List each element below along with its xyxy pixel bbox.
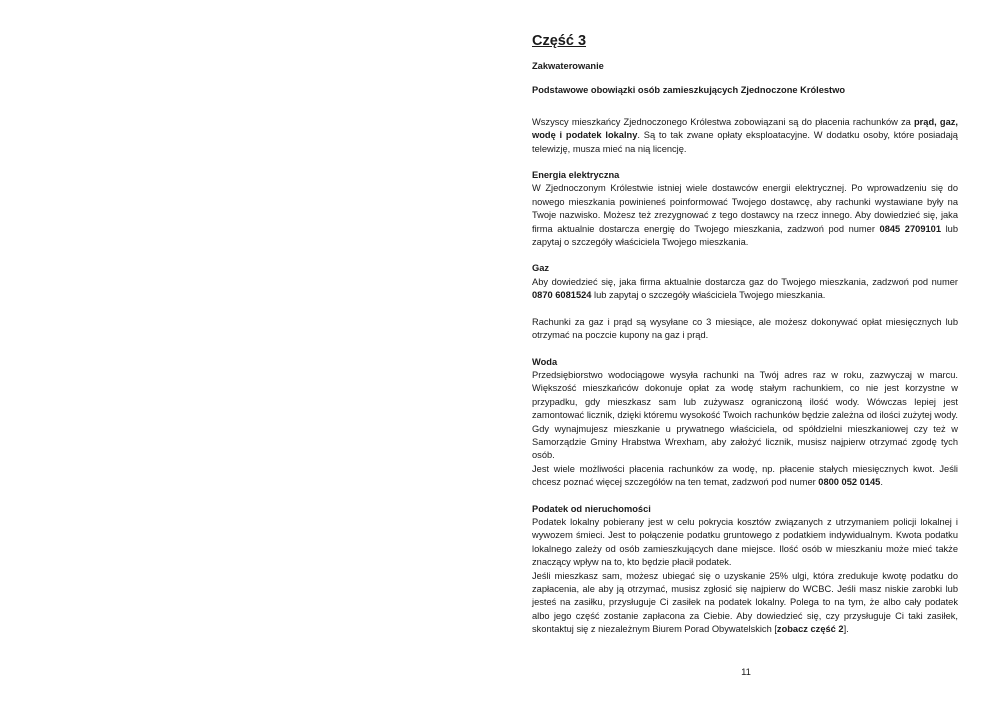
billing-paragraph: Rachunki za gaz i prąd są wysyłane co 3 miesiące, ale możesz dokonywać opłat miesięcznych lub otrzymać na poczcie kupony na gaz i prąd. [532,316,958,341]
council-tax-section [532,503,958,637]
utilities-bold: prąd, gaz, wodę i podatek lokalny [532,116,958,141]
gas-section [532,262,958,302]
billing-section [532,316,958,343]
gas-phone: 0870 6081524 [532,290,592,301]
water-heading: Woda [532,356,558,367]
cross-reference: zobacz część 2 [776,624,844,635]
gas-paragraph: Aby dowiedzieć się, jaka firma aktualnie dostarcza gaz do Twojego mieszkania, zadzwoń pod numer 0870 6081524 lub zapytaj o szczegóły właściciela Twojego mieszkania. [532,276,958,301]
council-tax-paragraph-1: Podatek lokalny pobierany jest w celu pokrycia kosztów związanych z utrzymaniem policji lokalnej i wywozem śmieci. Jest to połączenie podatku gruntowego z podatkiem indywidualnym. Kwota podatku lokalnego zależy od osób zamieszkujących dane miejsce. Ilość osób w mieszkaniu może mieć także znaczący wpływ na to, kto będzie płacił podatek. [532,516,958,568]
electricity-section [532,169,958,249]
electricity-phone: 0845 2709101 [879,223,941,234]
page-number: 11 [741,667,751,678]
electricity-paragraph: W Zjednoczonym Królestwie istniej wiele dostawców energii elektrycznej. Po wprowadzeniu się do nowego mieszkania powinieneś poinformować Twojego dostawcę, aby rachunki wystawiane były na Twoje nazwisko. Możesz też zrezygnować z tego dostawcy na rzecz innego. Aby dowiedzieć się, jaka firma aktualnie dostarcza energię do Twojego mieszkania, zadzwoń pod numer 0845 2709101 lub zapytaj o szczegóły właściciela Twojego mieszkania. [532,183,958,248]
council-tax-heading: Podatek od nieruchomości [532,503,651,514]
subsection-title: Podstawowe obowiązki osób zamieszkujących Zjednoczone Królestwo [532,85,846,96]
section-title: Zakwaterowanie [532,61,604,71]
water-paragraph-1: Przedsiębiorstwo wodociągowe wysyła rachunki na Twój adres raz w roku, zazwyczaj w marcu. Większość mieszkańców dokonuje opłat za wodę stałym rachunkiem, co nie jest korzystne w przypadku, gdy mieszkasz sam lub zużywasz ograniczoną ilość wody. Wówczas lepiej jest zamontować licznik, dzięki któremu wysokość Twoich rachunków będzie zależna od ilości zużytej wody. Gdy wynajmujesz mieszkanie u prywatnego właściciela, od spółdzielni mieszkaniowej czy też w Samorządzie Gminy Hrabstwa Wrexham, aby założyć licznik, musisz najpierw otrzymać zgodę tych osób. [532,369,958,461]
council-tax-paragraph-2: Jeśli mieszkasz sam, możesz ubiegać się o uzyskanie 25% ulgi, która zredukuje kwotę podatku do zapłacenia, ale aby ją otrzymać, musisz zgłosić się najpierw do WCBC. Jeśli masz niskie zarobki lub jesteś na zasiłku, przysługuje Ci zasiłek na podatek lokalny. Polega to na tym, że albo cały podatek albo jego część zostanie zapłacona za Ciebie. Aby dowiedzieć się, czy przysługuje Ci taki zasiłek, skontaktuj się z niezależnym Biurem Porad Obywatelskich [zobacz część 2]. [532,570,958,635]
water-paragraph-2: Jest wiele możliwości płacenia rachunków za wodę, np. płacenie stałych miesięcznych kwot. Jeśli chcesz poznać więcej szczegółów na ten temat, zadzwoń pod numer 0800 052 0145. [532,463,958,488]
text-column [532,32,958,637]
gas-heading: Gaz [532,263,550,274]
water-section [532,356,958,490]
intro-paragraph: Wszyscy mieszkańcy Zjednoczonego Królestwa zobowiązani są do płacenia rachunków za prąd, gaz, wodę i podatek lokalny. Są to tak zwane opłaty eksploatacyjne. W dodatku osoby, które posiadają telewizję, musza mieć na nią licencję. [532,116,958,154]
water-phone: 0800 052 0145 [818,477,881,488]
part-title: Część 3 [532,33,587,49]
electricity-heading: Energia elektryczna [532,170,620,181]
